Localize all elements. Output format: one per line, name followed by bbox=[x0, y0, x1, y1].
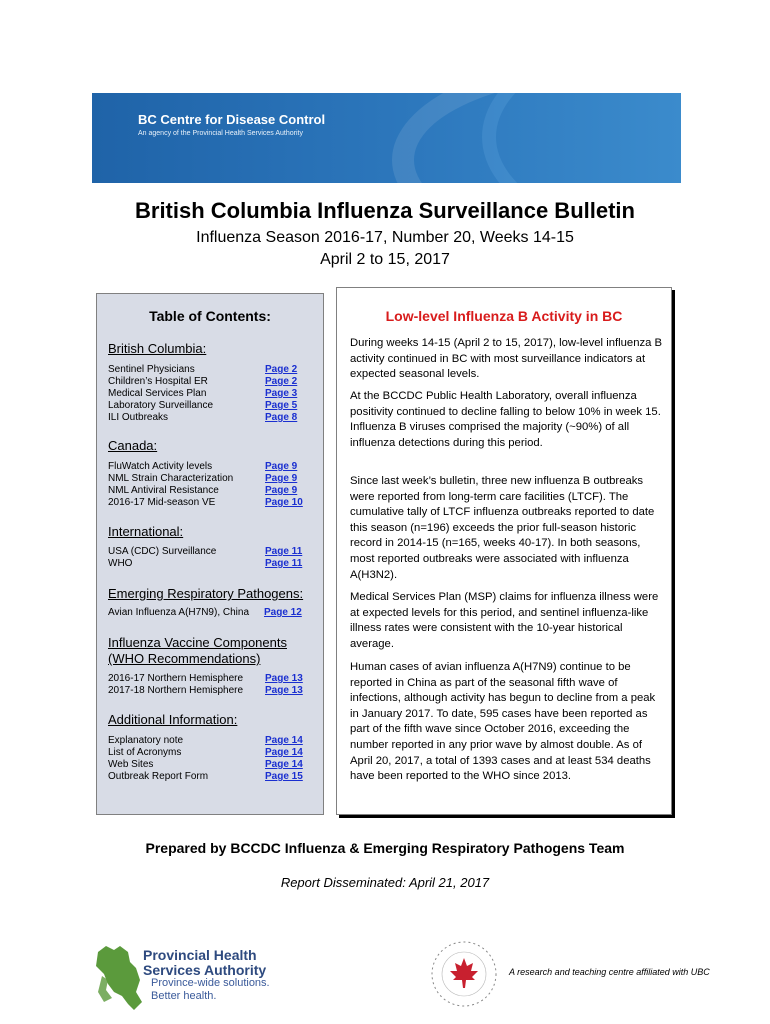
toc-row bbox=[108, 673, 318, 685]
summary-box bbox=[336, 287, 672, 815]
toc-item-label: Outbreak Report Form bbox=[108, 771, 209, 782]
toc-page-link[interactable]: Page 13 bbox=[265, 685, 303, 696]
summary-paragraph: At the BCCDC Public Health Laboratory, overall influenza positivity continued to decline falling to below 10% in week 15. Influenza B viruses comprised the majority (~90%) of all influenza detections during this period. bbox=[350, 390, 661, 449]
page-title: British Columbia Influenza Surveillance Bulletin bbox=[135, 198, 635, 223]
toc-item-label: List of Acronyms bbox=[108, 747, 182, 758]
toc-page-link[interactable]: Page 8 bbox=[265, 412, 298, 423]
report-disseminated: Report Disseminated: April 21, 2017 bbox=[280, 875, 490, 890]
toc-row bbox=[108, 771, 318, 783]
phsa-tagline: Better health. bbox=[151, 990, 217, 1002]
toc-item-label: Avian Influenza A(H7N9), China bbox=[108, 607, 250, 618]
toc-item-label: Web Sites bbox=[108, 759, 154, 770]
summary-paragraph: Medical Services Plan (MSP) claims for influenza illness were at expected levels for this period, and sentinel influenza-like illness rates were consistent with the 10-year historical average. bbox=[350, 591, 659, 650]
toc-section-additional-info: Additional Information: bbox=[108, 712, 238, 727]
toc-item-label: FluWatch Activity levels bbox=[108, 461, 213, 472]
season-subtitle: Influenza Season 2016-17, Number 20, Weeks 14-15 bbox=[196, 229, 574, 246]
toc-page-link[interactable]: Page 2 bbox=[265, 376, 298, 387]
phsa-name: Provincial Health bbox=[143, 947, 257, 963]
toc-row bbox=[108, 485, 318, 497]
toc-section-canada: Canada: bbox=[108, 438, 158, 453]
toc-row bbox=[108, 364, 318, 376]
toc-section-emerging-pathogens: Emerging Respiratory Pathogens: bbox=[108, 586, 304, 601]
toc-page-link[interactable]: Page 15 bbox=[265, 771, 303, 782]
toc-page-link[interactable]: Page 9 bbox=[265, 473, 298, 484]
toc-row bbox=[108, 759, 318, 771]
toc-section-british-columbia: British Columbia: bbox=[108, 341, 207, 356]
toc-page-link[interactable]: Page 10 bbox=[265, 497, 303, 508]
toc-row bbox=[108, 735, 318, 747]
banner-title: BC Centre for Disease Control bbox=[138, 112, 326, 127]
toc-item-label: 2016-17 Northern Hemisphere bbox=[108, 673, 244, 684]
toc-page-link[interactable]: Page 14 bbox=[265, 759, 303, 770]
table-of-contents bbox=[96, 293, 324, 815]
summary-paragraph: Since last week’s bulletin, three new influenza B outbreaks were reported from long-term care facilities (LTCF). The cumulative tally of LTCF influenza outbreaks reported to date this season (n=196) exceeds the prior full-season historic record in 2014-15 (n=165, weeks 40-17). In both seasons, most reported outbreaks were associated with influenza A(H3N2). bbox=[350, 475, 655, 581]
toc-page-link[interactable]: Page 13 bbox=[265, 673, 303, 684]
toc-row bbox=[108, 685, 318, 697]
toc-item-label: NML Antiviral Resistance bbox=[108, 485, 219, 496]
toc-page-link[interactable]: Page 14 bbox=[265, 747, 303, 758]
toc-row bbox=[108, 376, 318, 388]
toc-row bbox=[108, 400, 318, 412]
toc-page-link[interactable]: Page 12 bbox=[264, 607, 302, 618]
phsa-name: Services Authority bbox=[143, 962, 267, 978]
summary-heading: Low-level Influenza B Activity in BC bbox=[385, 308, 623, 324]
toc-row bbox=[108, 388, 318, 400]
summary-paragraph: Human cases of avian influenza A(H7N9) continue to be reported in China as part of the seasonal fifth wave of infections, although activity has begun to decline from a peak in January 2017. To date, 595 cases have been reported as part of the fifth wave since October 2016, exceeding the number reported in any prior wave by almost double. As of April 20, 2017, a total of 1393 cases and at least 534 deaths have been reported to the WHO since 2013. bbox=[350, 661, 656, 783]
phsa-tagline: Province-wide solutions. bbox=[151, 977, 270, 989]
toc-item-label: ILI Outbreaks bbox=[108, 412, 169, 423]
bccdc-banner bbox=[92, 93, 681, 183]
toc-page-link[interactable]: Page 3 bbox=[265, 388, 298, 399]
toc-section-vaccine-components-sub: (WHO Recommendations) bbox=[108, 651, 261, 666]
toc-page-link[interactable]: Page 2 bbox=[265, 364, 298, 375]
toc-row bbox=[108, 497, 318, 509]
prepared-by: Prepared by BCCDC Influenza & Emerging Respiratory Pathogens Team bbox=[145, 840, 625, 856]
toc-row bbox=[108, 607, 318, 619]
toc-item-label: 2016-17 Mid-season VE bbox=[108, 497, 216, 508]
toc-row bbox=[108, 558, 318, 570]
toc-item-label: Explanatory note bbox=[108, 735, 184, 746]
toc-item-label: Children’s Hospital ER bbox=[108, 376, 208, 387]
toc-page-link[interactable]: Page 5 bbox=[265, 400, 298, 411]
banner-subtitle: An agency of the Provincial Health Services Authority bbox=[138, 130, 303, 137]
toc-page-link[interactable]: Page 11 bbox=[265, 546, 303, 557]
toc-section-vaccine-components: Influenza Vaccine Components bbox=[108, 635, 287, 650]
toc-item-label: USA (CDC) Surveillance bbox=[108, 546, 217, 557]
ubc-affiliate-seal-icon bbox=[428, 938, 500, 1010]
toc-row bbox=[108, 747, 318, 759]
toc-row bbox=[108, 412, 318, 424]
toc-page-link[interactable]: Page 9 bbox=[265, 485, 298, 496]
toc-section-international: International: bbox=[108, 524, 184, 539]
toc-page-link[interactable]: Page 11 bbox=[265, 558, 303, 569]
toc-page-link[interactable]: Page 9 bbox=[265, 461, 298, 472]
toc-row bbox=[108, 473, 318, 485]
toc-item-label: 2017-18 Northern Hemisphere bbox=[108, 685, 244, 696]
toc-page-link[interactable]: Page 14 bbox=[265, 735, 303, 746]
toc-item-label: Sentinel Physicians bbox=[108, 364, 195, 375]
date-range-subtitle: April 2 to 15, 2017 bbox=[320, 251, 450, 268]
toc-item-label: Medical Services Plan bbox=[108, 388, 207, 399]
summary-paragraph: During weeks 14-15 (April 2 to 15, 2017), low-level influenza B activity continued in BC with most surveillance indicators at expected seasonal levels. bbox=[350, 337, 663, 381]
toc-row bbox=[108, 546, 318, 558]
toc-item-label: NML Strain Characterization bbox=[108, 473, 234, 484]
ubc-affiliation: A research and teaching centre affiliated with UBC bbox=[509, 967, 710, 977]
toc-item-label: WHO bbox=[108, 558, 133, 569]
toc-heading: Table of Contents: bbox=[149, 308, 271, 324]
toc-item-label: Laboratory Surveillance bbox=[108, 400, 214, 411]
toc-row bbox=[108, 461, 318, 473]
